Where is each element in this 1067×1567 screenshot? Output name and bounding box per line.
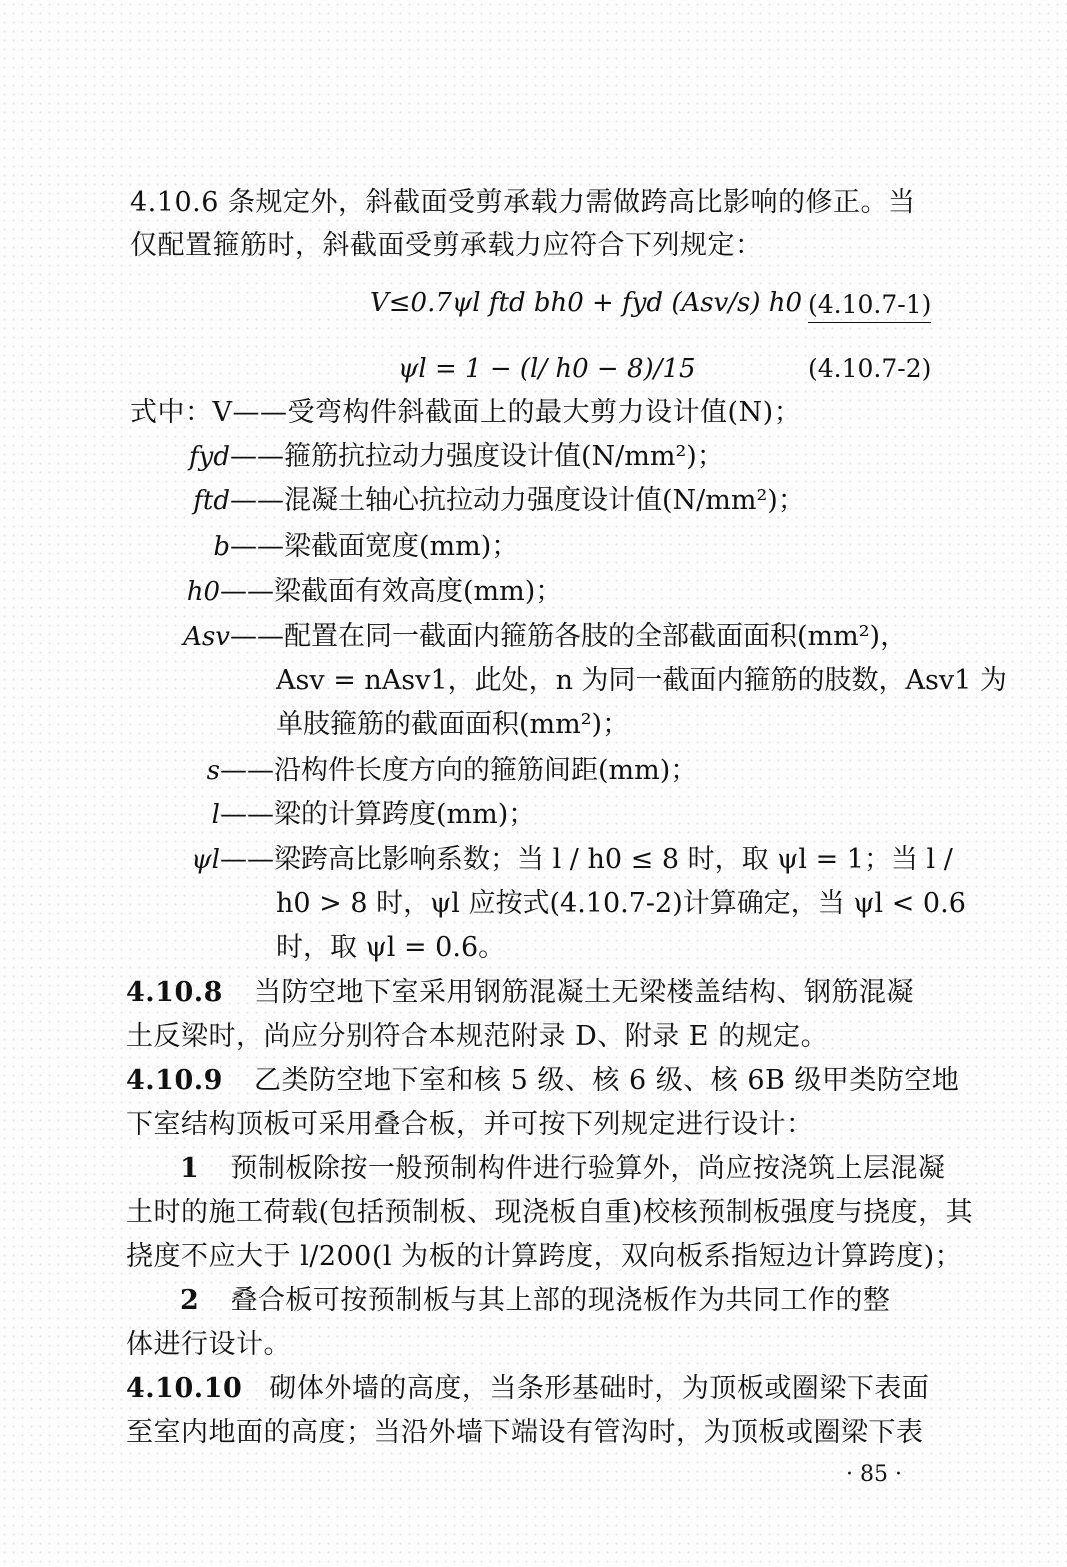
equation-4-10-7-2: ψl = 1 − (l/ h0 − 8)/15 [398,354,696,384]
page-number: · 85 · [846,1462,902,1487]
definition-h0: ——梁截面有效高度(mm)； [220,576,563,607]
symbol-fyd: fyd [189,442,230,472]
clause-text: 砌体外墙的高度，当条形基础时，为顶板或圈梁下表面 [269,1373,930,1404]
definition-l: ——梁的计算跨度(mm)； [220,799,536,830]
text-line: 土时的施工荷载(包括预制板、现浇板自重)校核预制板强度与挠度，其 [126,1197,974,1228]
text-line: 挠度不应大于 l/200(l 为板的计算跨度，双向板系指短边计算跨度)； [126,1241,963,1272]
clause-text: 乙类防空地下室和核 5 级、核 6 级、核 6B 级甲类防空地 [254,1065,960,1096]
list-item-2 [180,1284,890,1318]
definition-psi: ——梁跨高比影响系数；当 l / h0 ≤ 8 时，取 ψl = 1；当 l / [220,844,953,875]
definition-psi-cont: 时，取 ψl = 0.6。 [276,932,506,963]
where-definition-v: 式中：V——受弯构件斜截面上的最大剪力设计值(N)； [130,397,802,428]
symbol-asv: Asv [183,622,230,652]
item-text: 叠合板可按预制板与其上部的现浇板作为共同工作的整 [230,1285,891,1316]
item-number: 2 [180,1285,200,1316]
text-line: 仅配置箍筋时，斜截面受剪承载力应符合下列规定： [130,230,763,261]
symbol-h0: h0 [186,577,220,607]
equation-number: (4.10.7-1) [808,288,931,323]
item-number: 1 [180,1153,200,1184]
text-line: 体进行设计。 [126,1329,291,1360]
clause-4-10-8 [126,976,914,1010]
symbol-psi: ψl [191,845,220,875]
symbol-b: b [213,532,230,562]
symbol-l: l [211,800,220,830]
clause-text: 当防空地下室采用钢筋混凝土无梁楼盖结构、钢筋混凝 [254,977,915,1008]
definition-ftd: ——混凝土轴心抗拉动力强度设计值(N/mm²)； [230,485,805,516]
symbol-s: s [206,756,220,786]
text-line: 土反梁时，尚应分别符合本规范附录 D、附录 E 的规定。 [126,1021,829,1052]
clause-number: 4.10.8 [126,977,223,1008]
definition-asv-cont: 单肢箍筋的截面面积(mm²)； [276,709,630,740]
list-item-1 [180,1152,945,1186]
clause-4-10-9 [126,1064,959,1098]
symbol-ftd: ftd [193,486,230,516]
equation-number: (4.10.7-2) [808,354,932,383]
definition-b: ——梁截面宽度(mm)； [230,531,519,562]
item-text: 预制板除按一般预制构件进行验算外，尚应按浇筑上层混凝 [230,1153,946,1184]
text-line: 至室内地面的高度；当沿外墙下端设有管沟时，为顶板或圈梁下表 [126,1417,924,1448]
clause-number: 4.10.9 [126,1065,223,1096]
definition-fyd: ——箍筋抗拉动力强度设计值(N/mm²)； [230,441,724,472]
definition-s: ——沿构件长度方向的箍筋间距(mm)； [220,755,698,786]
equation-4-10-7-1: V≤0.7ψl ftd bh0 + fyd (Asv/s) h0 [370,288,803,318]
definition-asv: ——配置在同一截面内箍筋各肢的全部截面面积(mm²)， [230,621,908,652]
clause-4-10-10 [126,1372,929,1406]
definition-psi-cont: h0 > 8 时，ψl 应按式(4.10.7-2)计算确定，当 ψl < 0.6 [276,888,966,919]
clause-number: 4.10.10 [126,1373,243,1404]
text-line: 4.10.6 条规定外，斜截面受剪承载力需做跨高比影响的修正。当 [130,187,916,218]
text-line: 下室结构顶板可采用叠合板，并可按下列规定进行设计： [126,1109,814,1140]
definition-asv-cont: Asv = nAsv1，此处，n 为同一截面内箍筋的肢数，Asv1 为 [276,665,1007,696]
